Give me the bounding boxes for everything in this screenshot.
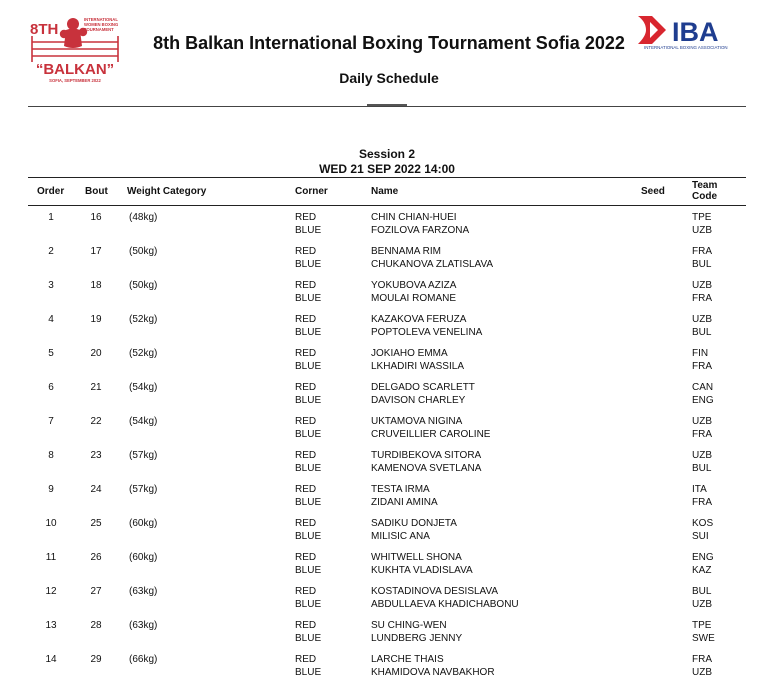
cell-corner	[295, 245, 321, 271]
cell-name	[371, 517, 457, 543]
red-boxer-name: LARCHE THAIS	[371, 654, 444, 665]
red-corner-label: RED	[295, 280, 317, 291]
red-corner-label: RED	[295, 314, 317, 325]
table-row	[28, 381, 746, 415]
cell-team	[692, 619, 715, 645]
column-header-bout: Bout	[85, 186, 108, 197]
blue-boxer-name: MILISIC ANA	[371, 531, 430, 542]
blue-team-code: FRA	[692, 429, 712, 440]
cell-name	[371, 313, 482, 339]
table-row	[28, 449, 746, 483]
cell-name	[371, 585, 519, 611]
cell-order: 2	[48, 246, 54, 257]
session-name: Session 2	[358, 147, 416, 161]
cell-order: 14	[45, 654, 57, 665]
blue-team-code: ENG	[692, 395, 714, 406]
red-corner-label: RED	[295, 620, 317, 631]
cell-weight: (60kg)	[129, 552, 158, 563]
cell-bout: 19	[90, 314, 102, 325]
red-corner-label: RED	[295, 348, 317, 359]
iba-logo-graphic	[636, 14, 748, 50]
cell-order: 10	[45, 518, 57, 529]
cell-name	[371, 653, 495, 679]
cell-order: 8	[48, 450, 54, 461]
red-boxer-name: TESTA IRMA	[371, 484, 430, 495]
blue-corner-label: BLUE	[295, 395, 322, 406]
cell-team	[692, 347, 712, 373]
cell-bout: 25	[90, 518, 102, 529]
cell-name	[371, 211, 469, 237]
logo-tagline-2: WOMEN BOXING	[84, 22, 119, 27]
cell-bout: 16	[90, 212, 102, 223]
red-boxer-name: UKTAMOVA NIGINA	[371, 416, 463, 427]
table-row	[28, 585, 746, 619]
red-corner-label: RED	[295, 450, 317, 461]
cell-bout: 27	[90, 586, 102, 597]
blue-corner-label: BLUE	[295, 259, 322, 270]
column-header-corner: Corner	[295, 186, 328, 197]
cell-corner	[295, 551, 321, 577]
cell-bout: 28	[90, 620, 102, 631]
red-team-code: UZB	[692, 280, 712, 291]
table-row	[28, 347, 746, 381]
cell-bout: 18	[90, 280, 102, 291]
page-title: 8th Balkan International Boxing Tournament Sofia 2022	[153, 33, 625, 53]
cell-team	[692, 415, 712, 441]
table-row	[28, 653, 746, 687]
cell-team	[692, 313, 712, 339]
cell-name	[371, 483, 438, 509]
blue-boxer-name: LKHADIRI WASSILA	[371, 361, 464, 372]
red-boxer-name: SU CHING-WEN	[371, 620, 447, 631]
cell-weight: (60kg)	[129, 518, 158, 529]
cell-weight: (52kg)	[129, 314, 158, 325]
cell-corner	[295, 415, 321, 441]
red-corner-label: RED	[295, 518, 317, 529]
cell-weight: (63kg)	[129, 620, 158, 631]
column-header-team	[692, 180, 732, 202]
cell-weight: (50kg)	[129, 280, 158, 291]
cell-name	[371, 245, 493, 271]
cell-corner	[295, 483, 321, 509]
blue-boxer-name: KAMENOVA SVETLANA	[371, 463, 482, 474]
blue-corner-label: BLUE	[295, 361, 322, 372]
table-row	[28, 245, 746, 279]
red-boxer-name: CHIN CHIAN-HUEI	[371, 212, 457, 223]
blue-corner-label: BLUE	[295, 599, 322, 610]
cell-weight: (63kg)	[129, 586, 158, 597]
blue-corner-label: BLUE	[295, 565, 322, 576]
cell-team	[692, 483, 712, 509]
red-corner-label: RED	[295, 586, 317, 597]
blue-corner-label: BLUE	[295, 667, 322, 678]
logo-name: “BALKAN”	[35, 61, 115, 78]
cell-order: 6	[48, 382, 54, 393]
blue-team-code: FRA	[692, 497, 712, 508]
cell-corner	[295, 347, 321, 373]
red-corner-label: RED	[295, 246, 317, 257]
cell-weight: (48kg)	[129, 212, 158, 223]
cell-weight: (57kg)	[129, 484, 158, 495]
logo-number: 8TH	[30, 21, 59, 38]
cell-name	[371, 279, 456, 305]
blue-boxer-name: POPTOLEVA VENELINA	[371, 327, 483, 338]
page-subtitle: Daily Schedule	[339, 70, 439, 86]
blue-team-code: BUL	[692, 463, 712, 474]
cell-corner	[295, 585, 321, 611]
cell-bout: 23	[90, 450, 102, 461]
cell-team	[692, 211, 712, 237]
cell-team	[692, 449, 712, 475]
blue-team-code: BUL	[692, 259, 712, 270]
cell-bout: 20	[90, 348, 102, 359]
cell-order: 1	[48, 212, 54, 223]
blue-team-code: FRA	[692, 293, 712, 304]
red-corner-label: RED	[295, 484, 317, 495]
blue-team-code: SWE	[692, 633, 715, 644]
cell-corner	[295, 653, 321, 679]
red-team-code: ENG	[692, 552, 714, 563]
blue-corner-label: BLUE	[295, 429, 322, 440]
cell-bout: 17	[90, 246, 102, 257]
red-boxer-name: DELGADO SCARLETT	[371, 382, 475, 393]
cell-order: 7	[48, 416, 54, 427]
blue-team-code: SUI	[692, 531, 709, 542]
tournament-logo-graphic	[26, 12, 128, 86]
red-team-code: TPE	[692, 212, 712, 223]
cell-order: 5	[48, 348, 54, 359]
logo-footer: SOFIA, SEPTEMBER 2022	[49, 78, 101, 83]
cell-bout: 29	[90, 654, 102, 665]
cell-name	[371, 347, 464, 373]
blue-corner-label: BLUE	[295, 633, 322, 644]
cell-order: 13	[45, 620, 57, 631]
cell-order: 4	[48, 314, 54, 325]
blue-boxer-name: KHAMIDOVA NAVBAKHOR	[371, 667, 495, 678]
blue-corner-label: BLUE	[295, 293, 322, 304]
red-boxer-name: SADIKU DONJETA	[371, 518, 457, 529]
red-team-code: ITA	[692, 484, 707, 495]
cell-corner	[295, 211, 321, 237]
table-row	[28, 279, 746, 313]
red-team-code: UZB	[692, 450, 712, 461]
red-boxer-name: JOKIAHO EMMA	[371, 348, 448, 359]
blue-boxer-name: LUNDBERG JENNY	[371, 633, 463, 644]
table-header	[28, 177, 746, 206]
blue-team-code: UZB	[692, 667, 712, 678]
iba-logo-text: IBA	[672, 17, 719, 47]
red-boxer-name: TURDIBEKOVA SITORA	[371, 450, 482, 461]
cell-weight: (50kg)	[129, 246, 158, 257]
red-team-code: BUL	[692, 586, 712, 597]
blue-team-code: BUL	[692, 327, 712, 338]
cell-name	[371, 619, 462, 645]
schedule-table-body	[28, 211, 746, 687]
cell-bout: 21	[90, 382, 102, 393]
blue-corner-label: BLUE	[295, 225, 322, 236]
blue-boxer-name: FOZILOVA FARZONA	[371, 225, 470, 236]
red-corner-label: RED	[295, 382, 317, 393]
red-corner-label: RED	[295, 552, 317, 563]
cell-corner	[295, 279, 321, 305]
blue-corner-label: BLUE	[295, 327, 322, 338]
column-header-order: Order	[37, 186, 65, 197]
table-row	[28, 551, 746, 585]
table-row	[28, 211, 746, 245]
iba-logo-subtext: INTERNATIONAL BOXING ASSOCIATION	[644, 45, 728, 50]
blue-boxer-name: DAVISON CHARLEY	[371, 395, 466, 406]
header-divider	[28, 106, 746, 107]
cell-team	[692, 653, 712, 679]
red-team-code: KOS	[692, 518, 714, 529]
cell-order: 3	[48, 280, 54, 291]
blue-boxer-name: MOULAI ROMANE	[371, 293, 457, 304]
blue-team-code: FRA	[692, 361, 712, 372]
blue-corner-label: BLUE	[295, 497, 322, 508]
blue-boxer-name: KUKHTA VLADISLAVA	[371, 565, 473, 576]
iba-logo	[636, 14, 748, 50]
table-row	[28, 313, 746, 347]
tournament-logo	[26, 12, 128, 86]
cell-weight: (57kg)	[129, 450, 158, 461]
cell-bout: 24	[90, 484, 102, 495]
cell-order: 11	[45, 552, 57, 563]
cell-corner	[295, 619, 321, 645]
column-header-team-line-1: Team	[692, 180, 718, 191]
cell-name	[371, 551, 473, 577]
cell-corner	[295, 517, 321, 543]
red-team-code: UZB	[692, 314, 712, 325]
column-header-name: Name	[371, 186, 399, 197]
session-datetime: WED 21 SEP 2022 14:00	[319, 162, 455, 176]
blue-corner-label: BLUE	[295, 531, 322, 542]
red-boxer-name: KOSTADINOVA DESISLAVA	[371, 586, 499, 597]
cell-corner	[295, 381, 321, 407]
cell-bout: 22	[90, 416, 102, 427]
column-header-weight: Weight Category	[127, 186, 207, 197]
cell-team	[692, 585, 712, 611]
red-team-code: CAN	[692, 382, 714, 393]
red-boxer-name: BENNAMA RIM	[371, 246, 442, 257]
cell-team	[692, 381, 714, 407]
cell-team	[692, 245, 712, 271]
cell-weight: (66kg)	[129, 654, 158, 665]
cell-team	[692, 279, 712, 305]
cell-order: 12	[45, 586, 57, 597]
blue-boxer-name: CHUKANOVA ZLATISLAVA	[371, 259, 494, 270]
red-corner-label: RED	[295, 654, 317, 665]
cell-weight: (54kg)	[129, 382, 158, 393]
red-corner-label: RED	[295, 212, 317, 223]
cell-name	[371, 449, 481, 475]
blue-team-code: UZB	[692, 599, 712, 610]
column-header-seed: Seed	[641, 186, 665, 197]
cell-corner	[295, 313, 321, 339]
cell-team	[692, 551, 714, 577]
cell-name	[371, 381, 475, 407]
table-row	[28, 517, 746, 551]
cell-weight: (52kg)	[129, 348, 158, 359]
table-row	[28, 415, 746, 449]
blue-corner-label: BLUE	[295, 463, 322, 474]
blue-team-code: KAZ	[692, 565, 712, 576]
blue-team-code: UZB	[692, 225, 712, 236]
column-header-team-line-2: Code	[692, 191, 717, 202]
logo-tagline-3: TOURNAMENT	[84, 27, 114, 32]
logo-tagline-1: INTERNATIONAL	[84, 17, 118, 22]
red-boxer-name: WHITWELL SHONA	[371, 552, 462, 563]
cell-team	[692, 517, 713, 543]
red-boxer-name: YOKUBOVA AZIZA	[371, 280, 457, 291]
blue-boxer-name: CRUVEILLIER CAROLINE	[371, 429, 491, 440]
red-team-code: FRA	[692, 654, 712, 665]
cell-bout: 26	[90, 552, 102, 563]
red-team-code: FIN	[692, 348, 709, 359]
blue-boxer-name: ABDULLAEVA KHADICHABONU	[371, 599, 519, 610]
cell-order: 9	[48, 484, 54, 495]
table-row	[28, 483, 746, 517]
red-boxer-name: KAZAKOVA FERUZA	[371, 314, 467, 325]
red-team-code: UZB	[692, 416, 712, 427]
cell-name	[371, 415, 490, 441]
red-team-code: TPE	[692, 620, 712, 631]
red-team-code: FRA	[692, 246, 712, 257]
blue-boxer-name: ZIDANI AMINA	[371, 497, 438, 508]
cell-corner	[295, 449, 321, 475]
red-corner-label: RED	[295, 416, 317, 427]
cell-weight: (54kg)	[129, 416, 158, 427]
table-row	[28, 619, 746, 653]
